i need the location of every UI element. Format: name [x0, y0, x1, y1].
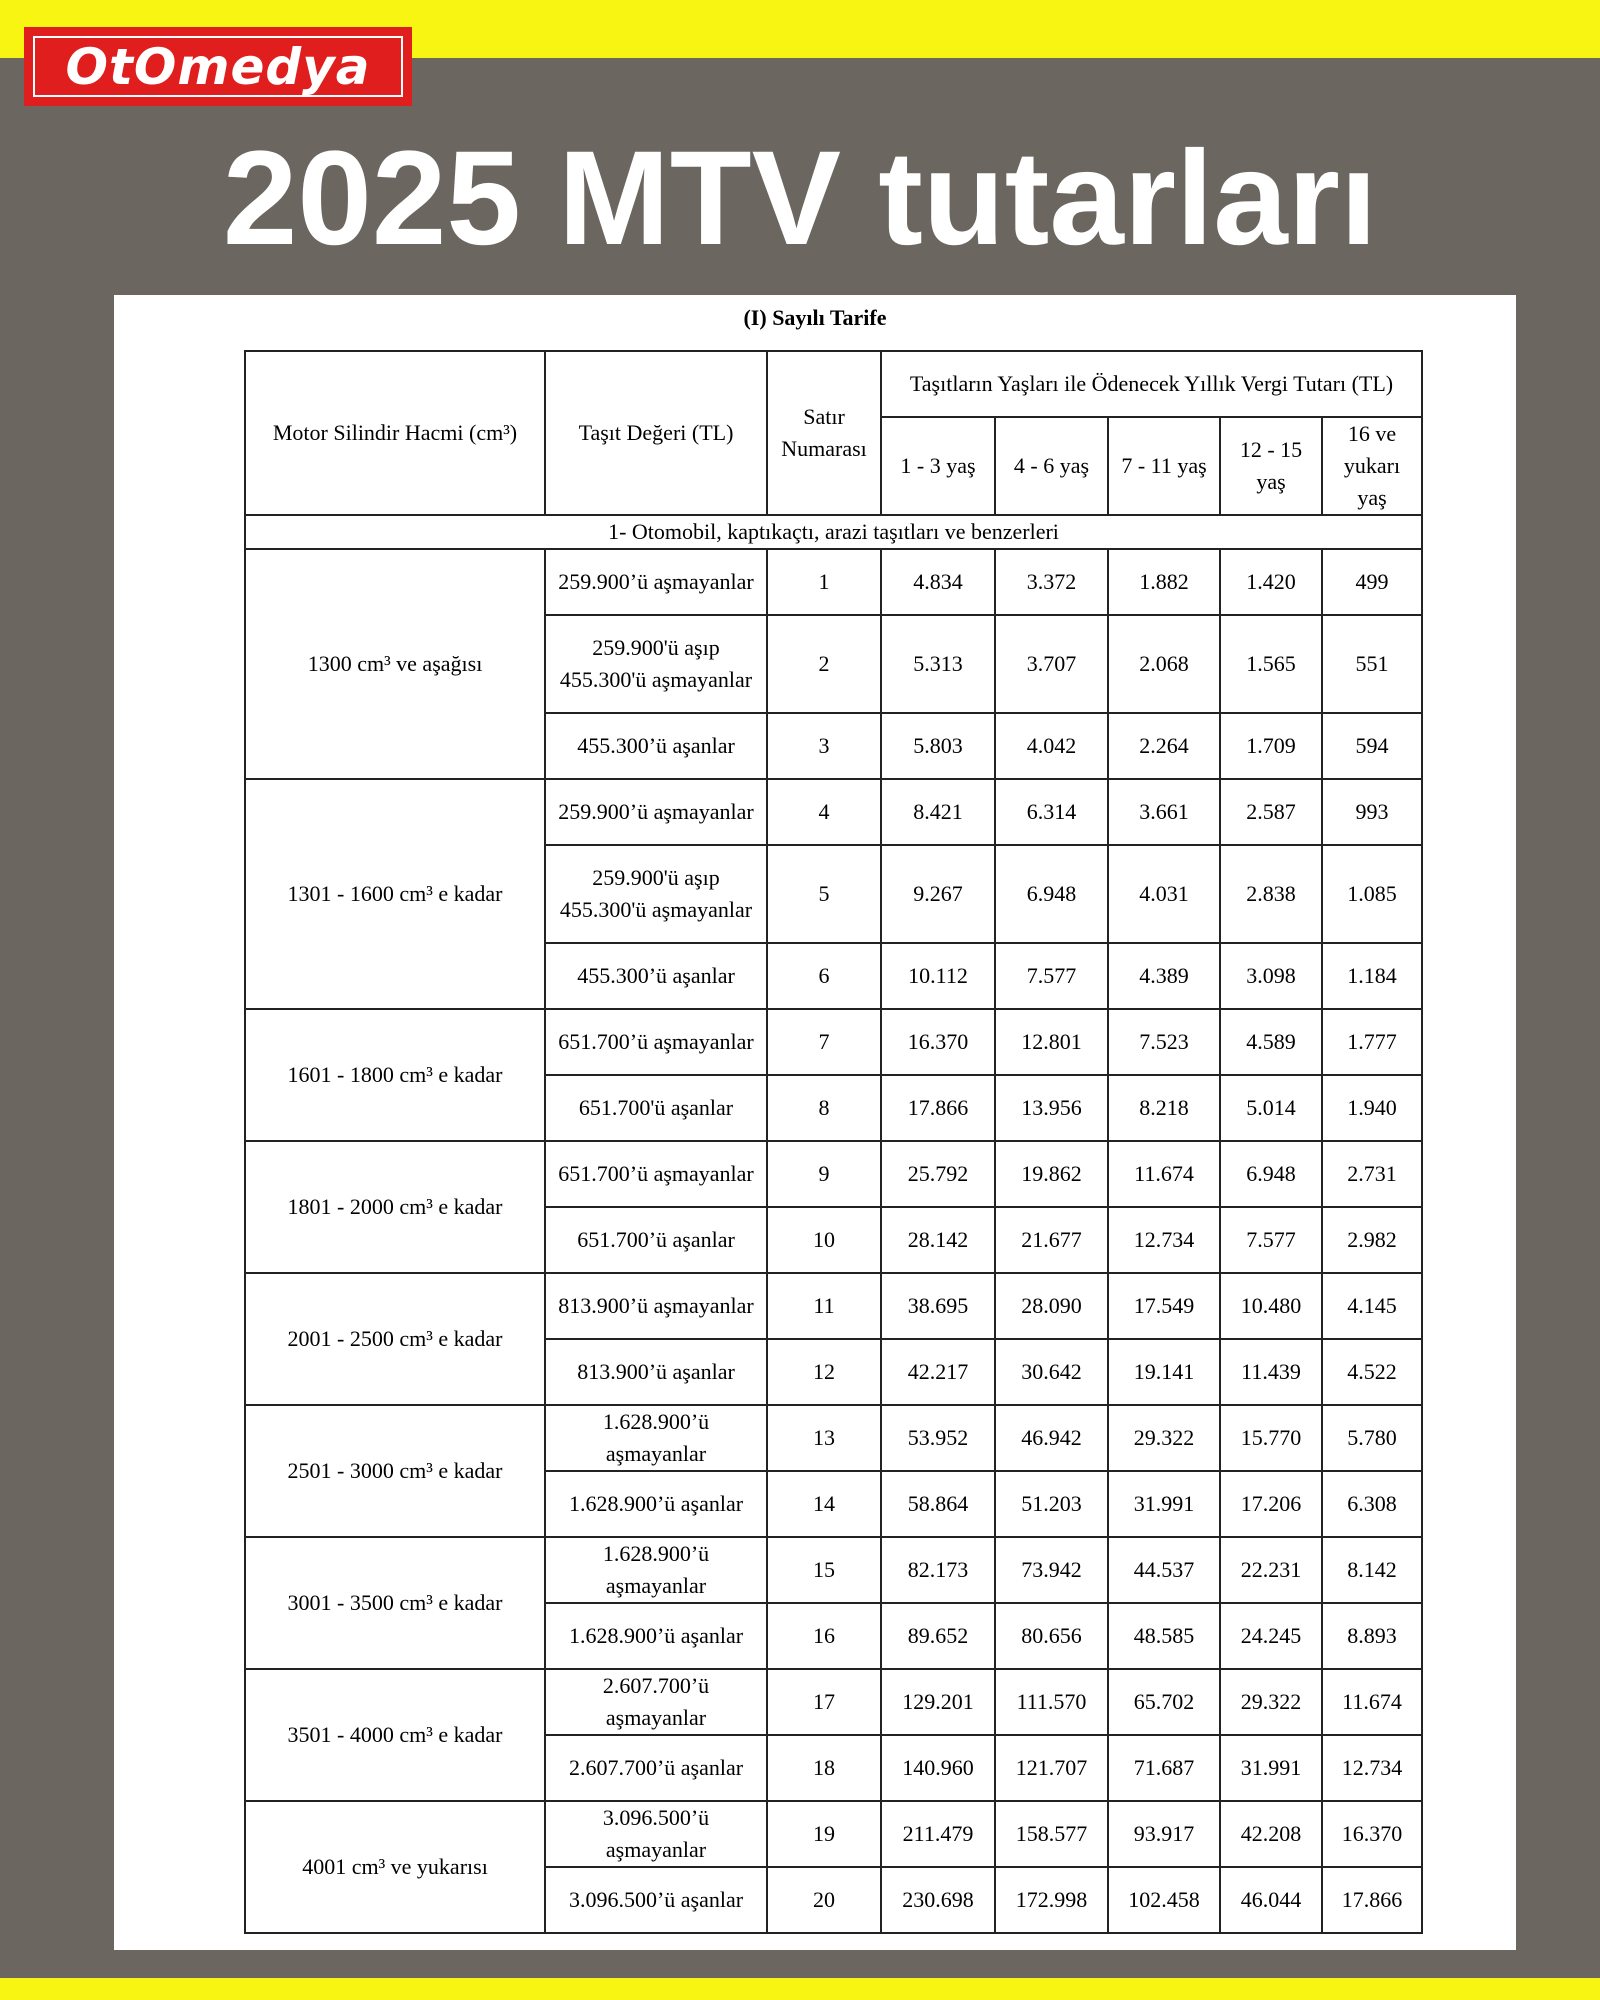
tax-amount-cell: 172.998: [995, 1867, 1108, 1933]
row-number-cell: 11: [767, 1273, 881, 1339]
cylinder-cell: 2501 - 3000 cm³ e kadar: [245, 1405, 545, 1537]
row-number-cell: 6: [767, 943, 881, 1009]
tax-amount-cell: 1.940: [1322, 1075, 1422, 1141]
tax-amount-cell: 28.142: [881, 1207, 995, 1273]
tax-amount-cell: 6.948: [995, 845, 1108, 943]
tax-amount-cell: 42.217: [881, 1339, 995, 1405]
tax-amount-cell: 1.709: [1220, 713, 1322, 779]
tax-amount-cell: 17.549: [1108, 1273, 1220, 1339]
tax-amount-cell: 499: [1322, 549, 1422, 615]
tax-amount-cell: 73.942: [995, 1537, 1108, 1603]
tax-amount-cell: 48.585: [1108, 1603, 1220, 1669]
cylinder-cell: 1300 cm³ ve aşağısı: [245, 549, 545, 779]
header-cylinder: Motor Silindir Hacmi (cm³): [245, 351, 545, 515]
tax-amount-cell: 551: [1322, 615, 1422, 713]
tax-amount-cell: 1.085: [1322, 845, 1422, 943]
tariff-document: [114, 295, 1516, 1950]
row-number-cell: 15: [767, 1537, 881, 1603]
tax-amount-cell: 9.267: [881, 845, 995, 943]
tax-amount-cell: 22.231: [1220, 1537, 1322, 1603]
vehicle-value-cell: 3.096.500’ü aşmayanlar: [545, 1801, 767, 1867]
tax-amount-cell: 8.218: [1108, 1075, 1220, 1141]
tax-amount-cell: 1.420: [1220, 549, 1322, 615]
tax-amount-cell: 12.801: [995, 1009, 1108, 1075]
tax-amount-cell: 31.991: [1220, 1735, 1322, 1801]
brand-logo[interactable]: [24, 27, 412, 106]
table-row: [245, 1009, 1422, 1075]
tax-amount-cell: 19.862: [995, 1141, 1108, 1207]
tax-amount-cell: 16.370: [881, 1009, 995, 1075]
row-number-cell: 14: [767, 1471, 881, 1537]
tax-amount-cell: 12.734: [1108, 1207, 1220, 1273]
vehicle-value-cell: 259.900'ü aşıp 455.300'ü aşmayanlar: [545, 615, 767, 713]
table-row: [245, 549, 1422, 615]
tax-amount-cell: 80.656: [995, 1603, 1108, 1669]
vehicle-value-cell: 1.628.900’ü aşanlar: [545, 1603, 767, 1669]
vehicle-value-cell: 1.628.900’ü aşmayanlar: [545, 1537, 767, 1603]
tax-amount-cell: 8.893: [1322, 1603, 1422, 1669]
table-row: [245, 1273, 1422, 1339]
tax-amount-cell: 17.866: [1322, 1867, 1422, 1933]
header-vehicle-value: Taşıt Değeri (TL): [545, 351, 767, 515]
tax-amount-cell: 5.014: [1220, 1075, 1322, 1141]
row-number-cell: 5: [767, 845, 881, 943]
vehicle-value-cell: 651.700’ü aşanlar: [545, 1207, 767, 1273]
tax-amount-cell: 129.201: [881, 1669, 995, 1735]
row-number-cell: 16: [767, 1603, 881, 1669]
tax-amount-cell: 7.577: [1220, 1207, 1322, 1273]
header-age-1-3: 1 - 3 yaş: [881, 417, 995, 515]
tax-amount-cell: 2.587: [1220, 779, 1322, 845]
tax-amount-cell: 1.184: [1322, 943, 1422, 1009]
row-number-cell: 18: [767, 1735, 881, 1801]
cylinder-cell: 1801 - 2000 cm³ e kadar: [245, 1141, 545, 1273]
cylinder-cell: 3001 - 3500 cm³ e kadar: [245, 1537, 545, 1669]
document-title: (I) Sayılı Tarife: [743, 305, 887, 330]
tax-amount-cell: 30.642: [995, 1339, 1108, 1405]
tax-amount-cell: 89.652: [881, 1603, 995, 1669]
tax-amount-cell: 5.313: [881, 615, 995, 713]
tax-amount-cell: 594: [1322, 713, 1422, 779]
tax-amount-cell: 10.112: [881, 943, 995, 1009]
tax-amount-cell: 29.322: [1108, 1405, 1220, 1471]
tax-amount-cell: 93.917: [1108, 1801, 1220, 1867]
tax-amount-cell: 13.956: [995, 1075, 1108, 1141]
tax-amount-cell: 16.370: [1322, 1801, 1422, 1867]
tax-amount-cell: 44.537: [1108, 1537, 1220, 1603]
vehicle-value-cell: 259.900'ü aşıp 455.300'ü aşmayanlar: [545, 845, 767, 943]
header-age-4-6: 4 - 6 yaş: [995, 417, 1108, 515]
header-row-number: Satır Numarası: [767, 351, 881, 515]
tax-amount-cell: 1.777: [1322, 1009, 1422, 1075]
tax-amount-cell: 2.731: [1322, 1141, 1422, 1207]
row-number-cell: 13: [767, 1405, 881, 1471]
vehicle-value-cell: 813.900’ü aşanlar: [545, 1339, 767, 1405]
cylinder-cell: 4001 cm³ ve yukarısı: [245, 1801, 545, 1933]
tax-amount-cell: 140.960: [881, 1735, 995, 1801]
tax-amount-cell: 3.372: [995, 549, 1108, 615]
tax-amount-cell: 10.480: [1220, 1273, 1322, 1339]
vehicle-value-cell: 455.300’ü aşanlar: [545, 943, 767, 1009]
row-number-cell: 12: [767, 1339, 881, 1405]
vehicle-value-cell: 1.628.900’ü aşmayanlar: [545, 1405, 767, 1471]
tax-amount-cell: 82.173: [881, 1537, 995, 1603]
tax-amount-cell: 158.577: [995, 1801, 1108, 1867]
tax-amount-cell: 71.687: [1108, 1735, 1220, 1801]
header-tax-group: Taşıtların Yaşları ile Ödenecek Yıllık Vergi Tutarı (TL): [881, 351, 1422, 417]
row-number-cell: 20: [767, 1867, 881, 1933]
tariff-table: [244, 350, 1423, 1934]
row-number-cell: 7: [767, 1009, 881, 1075]
table-row: [245, 1141, 1422, 1207]
row-number-cell: 4: [767, 779, 881, 845]
cylinder-cell: 1301 - 1600 cm³ e kadar: [245, 779, 545, 1009]
bottom-accent-bar: [0, 1978, 1600, 2000]
vehicle-value-cell: 259.900’ü aşmayanlar: [545, 779, 767, 845]
tax-amount-cell: 1.565: [1220, 615, 1322, 713]
tax-amount-cell: 4.834: [881, 549, 995, 615]
tax-amount-cell: 4.042: [995, 713, 1108, 779]
vehicle-value-cell: 2.607.700’ü aşmayanlar: [545, 1669, 767, 1735]
row-number-cell: 17: [767, 1669, 881, 1735]
tax-amount-cell: 8.421: [881, 779, 995, 845]
header-age-7-11: 7 - 11 yaş: [1108, 417, 1220, 515]
tax-amount-cell: 53.952: [881, 1405, 995, 1471]
tax-amount-cell: 3.098: [1220, 943, 1322, 1009]
header-age-16-plus: 16 ve yukarı yaş: [1322, 417, 1422, 515]
tax-amount-cell: 8.142: [1322, 1537, 1422, 1603]
tax-amount-cell: 65.702: [1108, 1669, 1220, 1735]
tax-amount-cell: 4.522: [1322, 1339, 1422, 1405]
table-row: [245, 779, 1422, 845]
page-headline: 2025 MTV tutarları: [222, 124, 1378, 273]
tax-amount-cell: 51.203: [995, 1471, 1108, 1537]
tax-amount-cell: 46.044: [1220, 1867, 1322, 1933]
row-number-cell: 19: [767, 1801, 881, 1867]
tax-amount-cell: 102.458: [1108, 1867, 1220, 1933]
vehicle-value-cell: 259.900’ü aşmayanlar: [545, 549, 767, 615]
row-number-cell: 10: [767, 1207, 881, 1273]
table-row: [245, 1537, 1422, 1603]
tax-amount-cell: 5.803: [881, 713, 995, 779]
cylinder-cell: 3501 - 4000 cm³ e kadar: [245, 1669, 545, 1801]
tax-amount-cell: 21.677: [995, 1207, 1108, 1273]
tax-amount-cell: 42.208: [1220, 1801, 1322, 1867]
tax-amount-cell: 38.695: [881, 1273, 995, 1339]
tax-amount-cell: 3.661: [1108, 779, 1220, 845]
tax-amount-cell: 2.264: [1108, 713, 1220, 779]
tax-amount-cell: 2.982: [1322, 1207, 1422, 1273]
tax-amount-cell: 1.882: [1108, 549, 1220, 615]
tax-amount-cell: 11.674: [1108, 1141, 1220, 1207]
row-number-cell: 3: [767, 713, 881, 779]
row-number-cell: 8: [767, 1075, 881, 1141]
tax-amount-cell: 4.389: [1108, 943, 1220, 1009]
tax-amount-cell: 7.523: [1108, 1009, 1220, 1075]
tax-amount-cell: 46.942: [995, 1405, 1108, 1471]
row-number-cell: 1: [767, 549, 881, 615]
vehicle-value-cell: 3.096.500’ü aşanlar: [545, 1867, 767, 1933]
tax-amount-cell: 4.031: [1108, 845, 1220, 943]
section-title: 1- Otomobil, kaptıkaçtı, arazi taşıtları ve benzerleri: [245, 515, 1422, 549]
tax-amount-cell: 24.245: [1220, 1603, 1322, 1669]
table-row: [245, 1405, 1422, 1471]
tax-amount-cell: 58.864: [881, 1471, 995, 1537]
row-number-cell: 2: [767, 615, 881, 713]
tax-amount-cell: 111.570: [995, 1669, 1108, 1735]
tax-amount-cell: 3.707: [995, 615, 1108, 713]
tax-amount-cell: 12.734: [1322, 1735, 1422, 1801]
vehicle-value-cell: 1.628.900’ü aşanlar: [545, 1471, 767, 1537]
row-number-cell: 9: [767, 1141, 881, 1207]
table-row: [245, 1669, 1422, 1735]
tax-amount-cell: 25.792: [881, 1141, 995, 1207]
vehicle-value-cell: 455.300’ü aşanlar: [545, 713, 767, 779]
tax-amount-cell: 17.206: [1220, 1471, 1322, 1537]
tax-amount-cell: 211.479: [881, 1801, 995, 1867]
vehicle-value-cell: 651.700’ü aşmayanlar: [545, 1141, 767, 1207]
tax-amount-cell: 17.866: [881, 1075, 995, 1141]
tax-amount-cell: 7.577: [995, 943, 1108, 1009]
tax-amount-cell: 121.707: [995, 1735, 1108, 1801]
logo-text: OtOmedya: [33, 36, 403, 97]
tax-amount-cell: 29.322: [1220, 1669, 1322, 1735]
tax-amount-cell: 2.838: [1220, 845, 1322, 943]
tax-amount-cell: 11.674: [1322, 1669, 1422, 1735]
tax-amount-cell: 4.589: [1220, 1009, 1322, 1075]
tax-amount-cell: 15.770: [1220, 1405, 1322, 1471]
tax-amount-cell: 4.145: [1322, 1273, 1422, 1339]
cylinder-cell: 1601 - 1800 cm³ e kadar: [245, 1009, 545, 1141]
tax-amount-cell: 11.439: [1220, 1339, 1322, 1405]
vehicle-value-cell: 2.607.700’ü aşanlar: [545, 1735, 767, 1801]
tax-amount-cell: 28.090: [995, 1273, 1108, 1339]
tax-amount-cell: 19.141: [1108, 1339, 1220, 1405]
tax-amount-cell: 6.308: [1322, 1471, 1422, 1537]
tax-amount-cell: 6.314: [995, 779, 1108, 845]
header-age-12-15: 12 - 15 yaş: [1220, 417, 1322, 515]
vehicle-value-cell: 651.700'ü aşanlar: [545, 1075, 767, 1141]
vehicle-value-cell: 813.900’ü aşmayanlar: [545, 1273, 767, 1339]
tax-amount-cell: 31.991: [1108, 1471, 1220, 1537]
tax-amount-cell: 2.068: [1108, 615, 1220, 713]
table-row: [245, 1801, 1422, 1867]
tax-amount-cell: 5.780: [1322, 1405, 1422, 1471]
tax-amount-cell: 6.948: [1220, 1141, 1322, 1207]
tax-amount-cell: 993: [1322, 779, 1422, 845]
cylinder-cell: 2001 - 2500 cm³ e kadar: [245, 1273, 545, 1405]
tax-amount-cell: 230.698: [881, 1867, 995, 1933]
vehicle-value-cell: 651.700’ü aşmayanlar: [545, 1009, 767, 1075]
